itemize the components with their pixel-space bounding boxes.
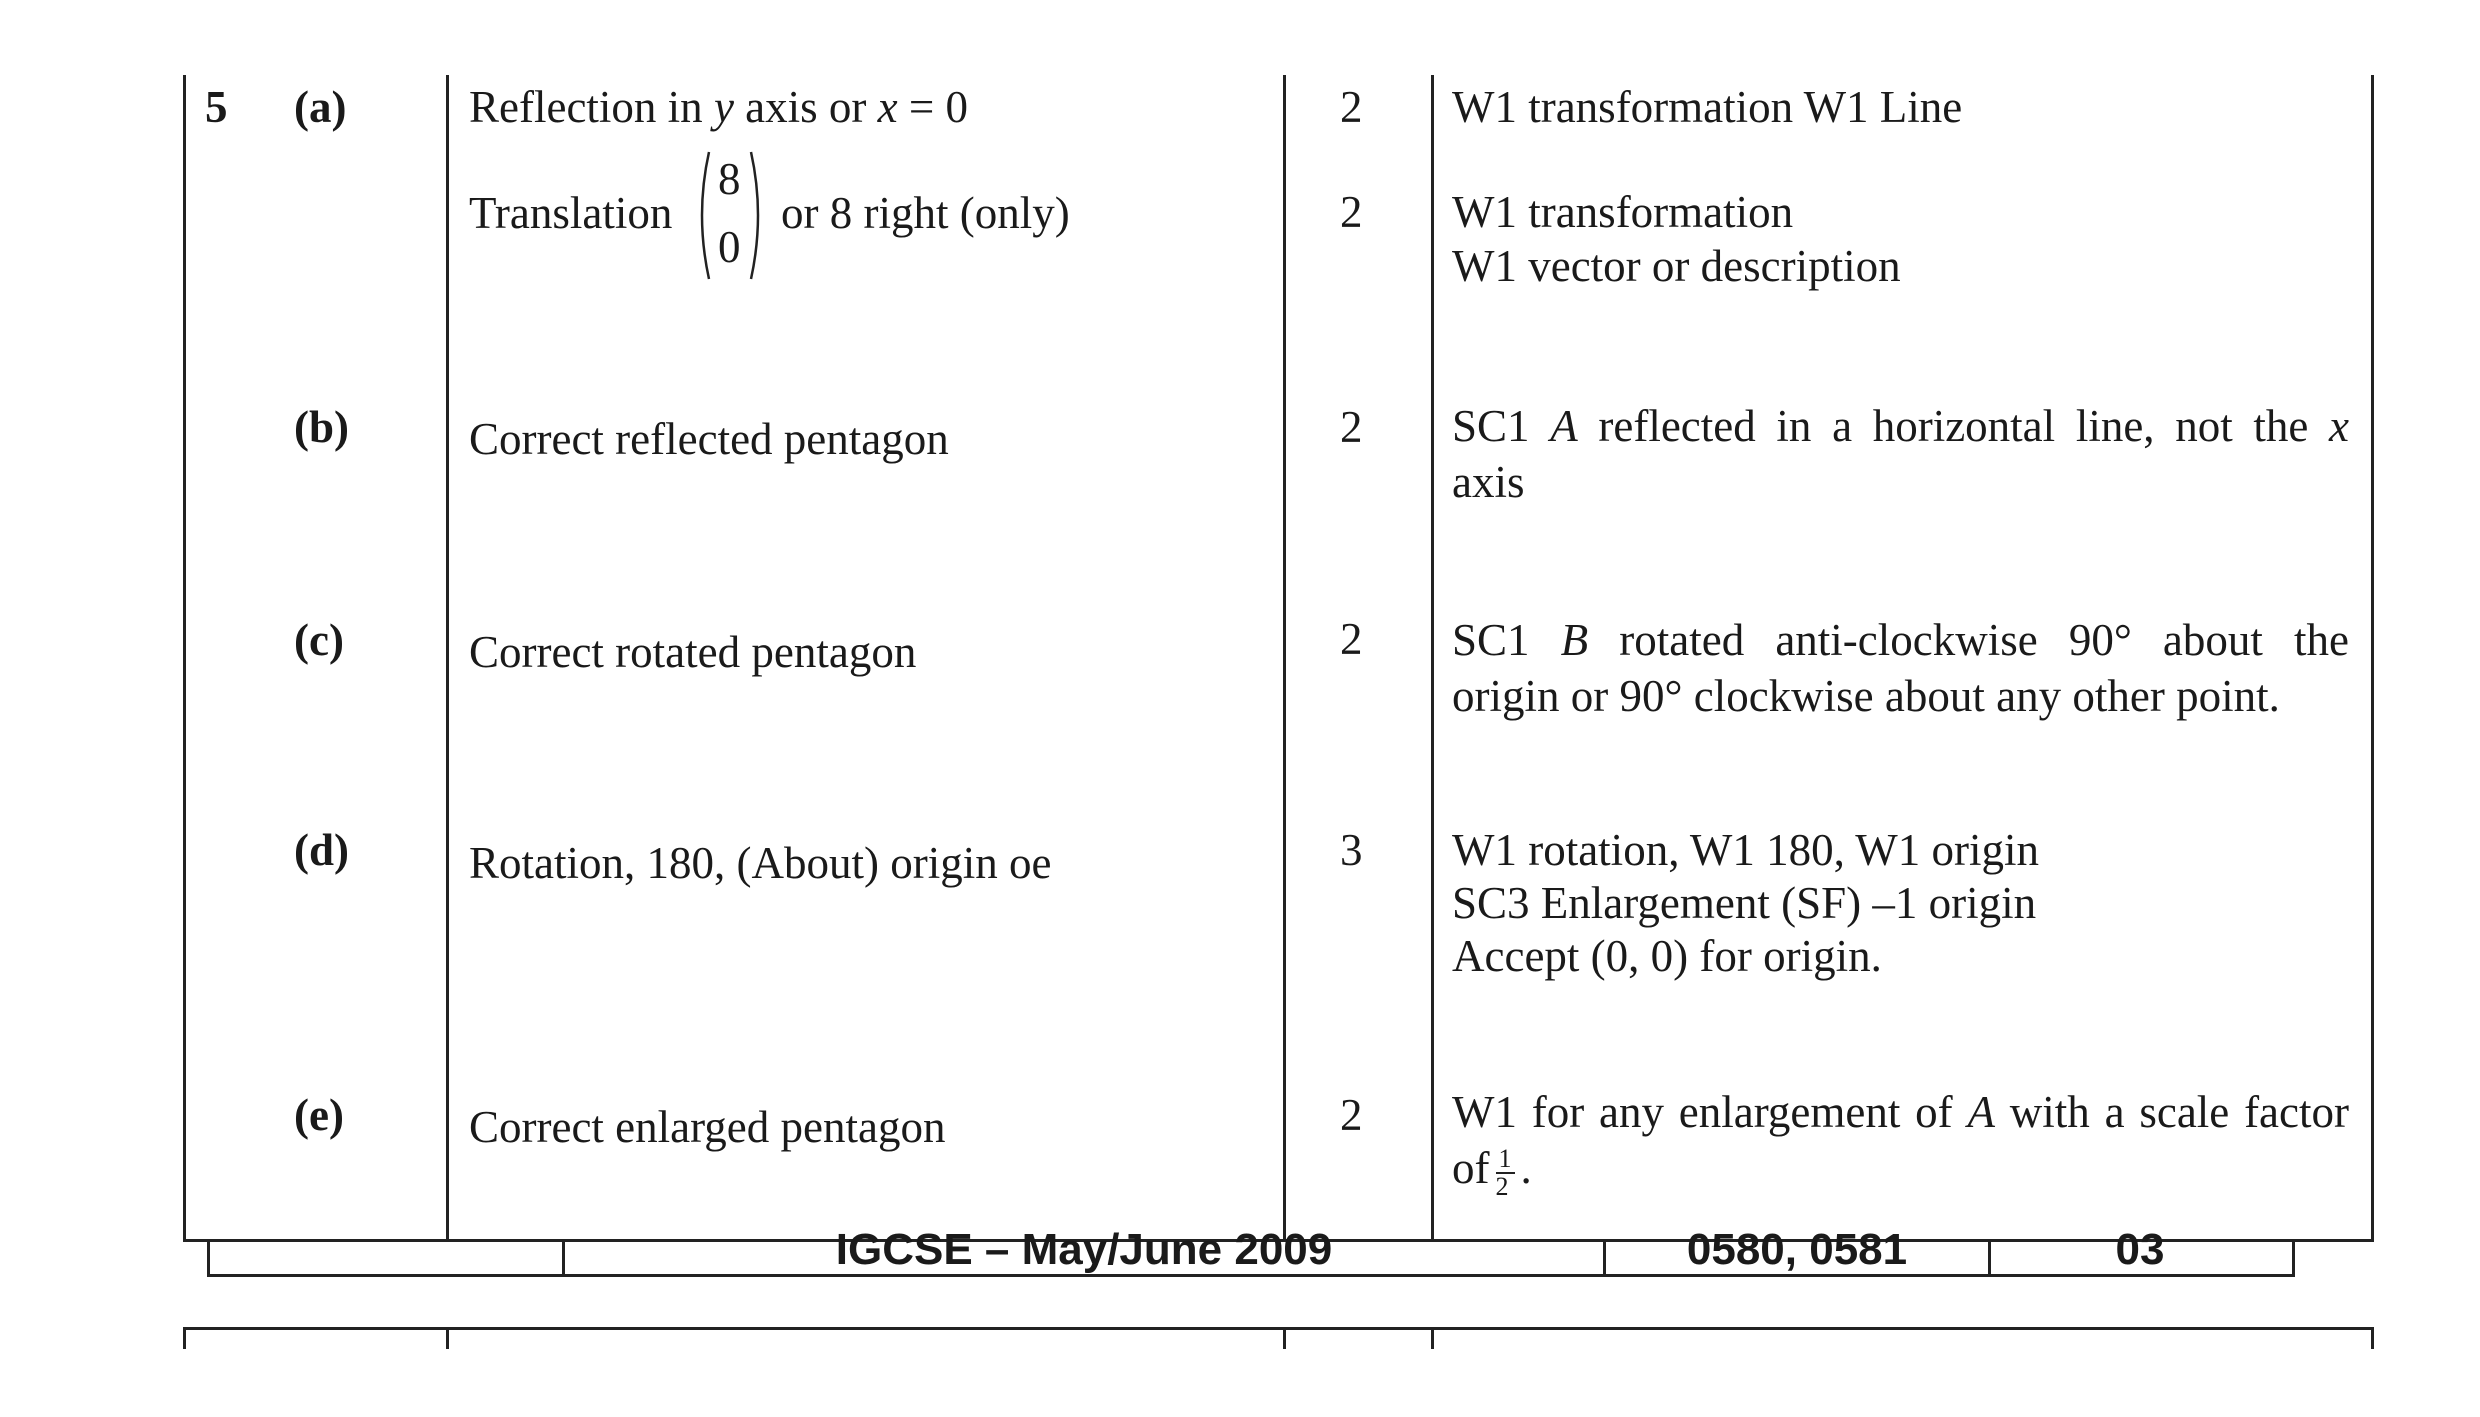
- next-table-top-border: [183, 1327, 2374, 1330]
- table-divider-answer: [1283, 75, 1286, 1242]
- answer-e: Correct enlarged pentagon: [469, 1102, 946, 1152]
- footer-paper: 03: [2115, 1225, 2165, 1274]
- part-label-a: (a): [294, 82, 347, 132]
- note-a-1: W1 transformation W1 Line: [1452, 82, 1963, 132]
- vector-top: 8: [718, 154, 741, 204]
- note-b: SC1 A reflected in a horizontal line, not the x axis: [1452, 401, 2349, 507]
- marks-b: 2: [1340, 402, 1363, 452]
- translation-label: Translation: [469, 188, 673, 238]
- answer-c: Correct rotated pentagon: [469, 627, 917, 677]
- note-d-1: W1 rotation, W1 180, W1 origin: [1452, 825, 2039, 875]
- part-label-e: (e): [294, 1090, 344, 1140]
- footer-exam: IGCSE – May/June 2009: [835, 1225, 1333, 1274]
- part-label-d: (d): [294, 825, 349, 875]
- note-a-3: W1 vector or description: [1452, 241, 1901, 291]
- note-e: W1 for any enlargement of A with a scale factor of $\frac{1}{2}$ .: [1452, 1087, 2349, 1201]
- answer-d: Rotation, 180, (About) origin oe: [469, 838, 1052, 888]
- question-number: 5: [205, 82, 228, 132]
- answer-a-reflection: Reflection in y axis or x = 0: [469, 82, 969, 132]
- vector-bottom: 0: [718, 222, 741, 272]
- next-table-divider-1: [446, 1327, 449, 1349]
- note-a-2: W1 transformation: [1452, 187, 1794, 237]
- table-divider-marks: [1431, 75, 1434, 1242]
- footer-syllabus: 0580, 0581: [1686, 1225, 1908, 1274]
- table-divider-part: [446, 75, 449, 1242]
- note-d-2: SC3 Enlargement (SF) –1 origin: [1452, 878, 2037, 928]
- next-table-divider-2: [1283, 1327, 1286, 1349]
- answer-b: Correct reflected pentagon: [469, 414, 949, 464]
- table-left-border: [183, 75, 186, 1242]
- fraction-half: $\frac{1}{2}$: [1496, 1146, 1515, 1200]
- marks-a1: 2: [1340, 82, 1363, 132]
- part-label-b: (b): [294, 402, 349, 452]
- answer-a-translation: [469, 148, 1109, 283]
- next-table-divider-3: [1431, 1327, 1434, 1349]
- translation-suffix: or 8 right (only): [781, 188, 1070, 238]
- table-right-border: [2371, 75, 2374, 1242]
- note-d-3: Accept (0, 0) for origin.: [1452, 931, 1882, 981]
- marks-a2: 2: [1340, 187, 1363, 237]
- next-table-left: [183, 1327, 186, 1349]
- next-table-right: [2371, 1327, 2374, 1349]
- marks-d: 3: [1340, 825, 1363, 875]
- note-c: SC1 B rotated anti-clockwise 90° about the origin or 90° clockwise about any other point.: [1452, 615, 2349, 721]
- part-label-c: (c): [294, 615, 344, 665]
- marks-e: 2: [1340, 1090, 1363, 1140]
- marks-c: 2: [1340, 614, 1363, 664]
